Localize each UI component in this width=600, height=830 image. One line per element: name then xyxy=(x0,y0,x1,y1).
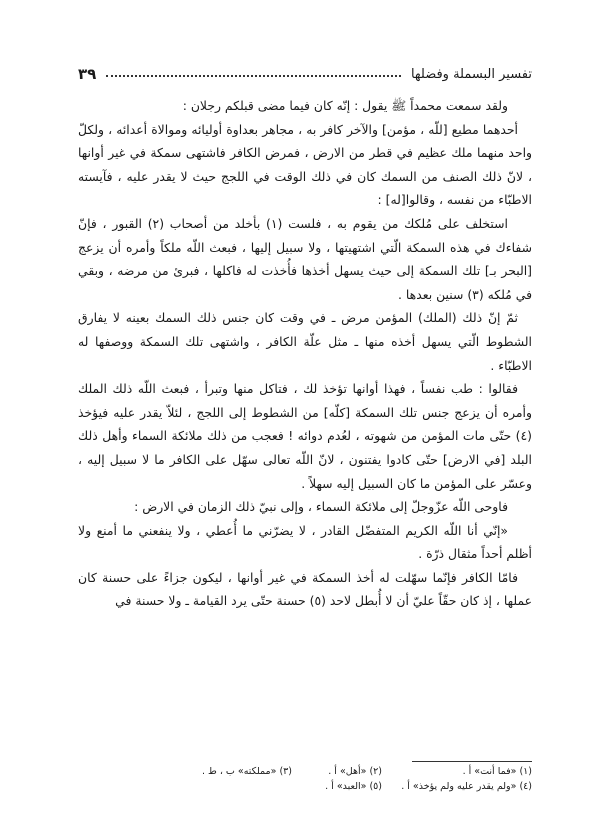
paragraph: فاوحى اللّه عزّوجلّ إلى ملائكة السماء ، وإلى نبيّ ذلك الزمان في الارض : xyxy=(134,499,508,515)
footnote: (٢) «أهل» أ . xyxy=(328,766,382,777)
page-number: ٣٩ xyxy=(78,65,97,83)
running-title: تفسير البسملة وفضلها xyxy=(410,66,532,82)
footnote-row xyxy=(78,764,532,779)
page-header xyxy=(78,62,532,86)
paragraph: «إنّي أنا اللّه الكريم المتفضّل القادر ، لا يضرّني ما أُعطي ، ولا ينفعني ما أمنع ولا أظلم أحداً مثقال ذرّة . xyxy=(78,522,532,562)
header-dotted-rule xyxy=(106,75,401,77)
footnote-separator xyxy=(412,761,532,762)
paragraph: استخلف على مُلكك من يقوم به ، فلست (١) بأخلد من أصحاب (٢) القبور ، فإنّ شفاءك في هذه السمكة الّتي اشتهيتها ، ولا سبيل إليها ، فبعث اللّه ملكاً وأمره أن يزعج [البحر بـ] تلك السمكة إلى حيث يسهل أخذها فأُخذت له فاكلها ، فبرئ من مرضه ، وبقي في مُلكه (٣) سنين بعدها . xyxy=(78,215,532,302)
paragraph: أحدهما مطيع [للّه ، مؤمن] والآخر كافر به ، مجاهر بعداوة أوليائه وموالاة أعدائه ، ولكلّ واحد منهما ملك عظيم في قطر من الارض ، فمرض الكافر فاشتهى سمكة في غير أوانها ، لانّ ذلك الصنف من السمك كان في ذلك الوقت في اللجج حيث لا يقدر عليه ، فآيسته الاطبّاء من نفسه ، وقالوا[له] : xyxy=(78,121,532,208)
paragraph: فامّا الكافر فإنّما سهّلت له أخذ السمكة في غير أوانها ، ليكون جزاءً على حسنة كان عملها ، إذ كان حقّاً عليّ أن لا أُبطل لاحد (٥) حسنة حتّى يرد القيامة ـ ولا حسنة في xyxy=(78,569,532,609)
footnote: (٤) «ولم يقدر عليه ولم يؤخذ» أ . xyxy=(401,781,532,792)
footnote: (٥) «العبد» أ . xyxy=(325,781,382,792)
footnote: (٣) «مملكته» ب ، ط . xyxy=(201,766,292,777)
footnotes xyxy=(78,764,532,794)
footnote-row xyxy=(78,779,532,794)
body-text xyxy=(78,94,532,613)
paragraph: ولقد سمعت محمداً ﷺ يقول : إنّه كان فيما مضى قبلكم رجلان : xyxy=(182,98,508,113)
paragraph: فقالوا : طب نفساً ، فهذا أوانها تؤخذ لك ، فتاكل منها وتبرأ ، فبعث اللّه ذلك الملك وأمره أن يزعج جنس تلك السمكة [كلّه] من الشطوط إلى اللجج ، لئلاّ يقدر عليه فيؤخذ (٤) حتّى مات المؤمن من شهوته ، لعُدم دوائه ! فعجب من ذلك ملائكة السماء وأهل ذلك البلد [في الارض] حتّى كادوا يفتنون ، لانّ اللّه تعالى سهّل على الكافر ما لا سبيل إليه ، وعسّر على المؤمن ما كان السبيل إليه سهلاً . xyxy=(78,381,532,491)
footnote: (١) «فما أنت» أ . xyxy=(462,766,532,777)
paragraph: ثمّ إنّ ذلك (الملك) المؤمن مرض ـ في وقت كان جنس ذلك السمك بعينه لا يفارق الشطوط الّتي يسهل أخذه منها ـ مثل علّة الكافر ، واشتهى تلك السمكة ووصفها له الاطبّاء . xyxy=(78,310,532,373)
